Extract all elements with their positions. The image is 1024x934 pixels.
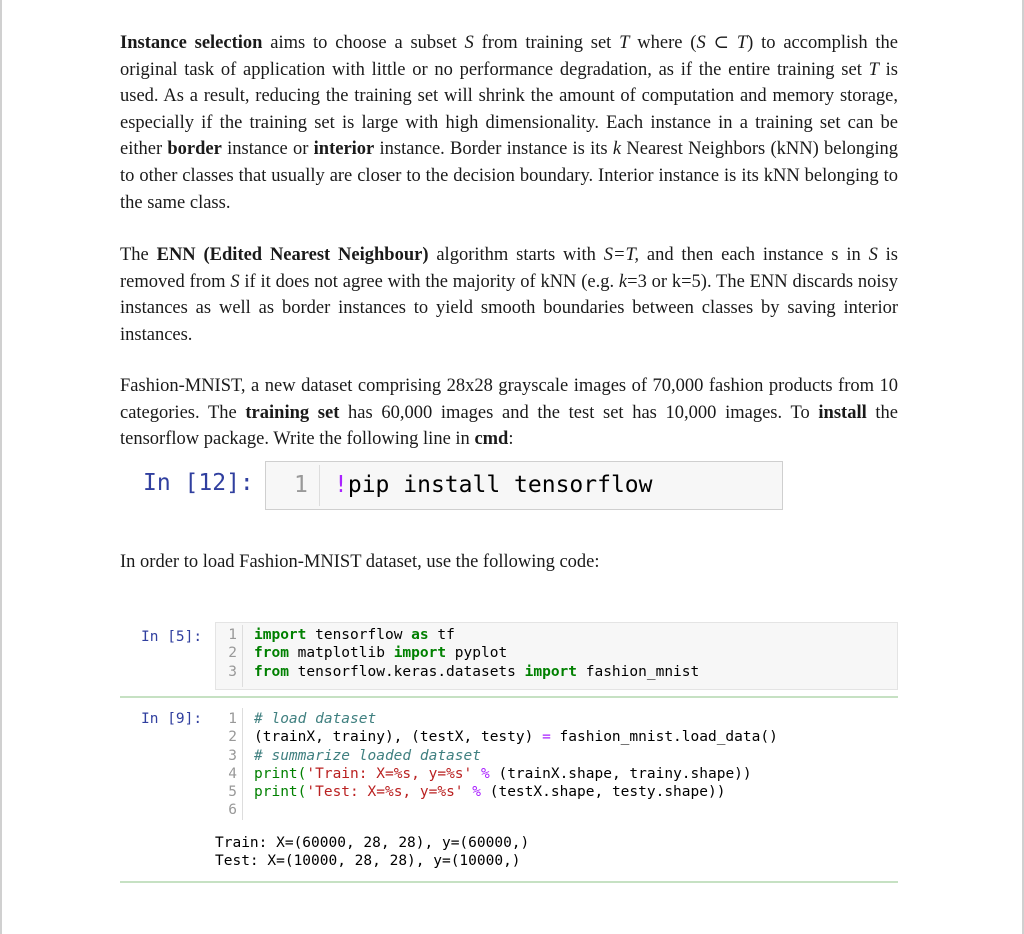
var-S: S bbox=[464, 33, 474, 53]
code-fragment: tensorflow bbox=[306, 627, 412, 643]
output-line: Test: X=(10000, 28, 28), y=(10000,) bbox=[215, 853, 521, 870]
line-number: 1 bbox=[294, 472, 308, 498]
builtin: print( bbox=[254, 784, 307, 801]
page-border-left bbox=[0, 0, 2, 934]
comment: # load dataset bbox=[254, 711, 377, 727]
text: if it does not agree with the majority of kNN (e.g. bbox=[239, 271, 619, 292]
pip-command: pip install tensorflow bbox=[347, 472, 653, 498]
text: Fashion-MNIST, a new dataset comprising 28x28 grayscale images of 70,000 fashion products from 10 categories. The bbox=[120, 376, 898, 423]
code-fragment: fashion_mnist bbox=[577, 663, 700, 680]
line-number: 3 bbox=[228, 663, 237, 680]
line-number: 2 bbox=[228, 729, 237, 746]
code-lines bbox=[216, 711, 897, 821]
string: 'Train: X=%s, y=%s' bbox=[306, 765, 473, 782]
code-fragment: pyplot bbox=[446, 645, 508, 662]
term-training-set: training set bbox=[245, 402, 340, 423]
code-lines bbox=[216, 627, 897, 682]
text: and then each instance s in bbox=[639, 245, 869, 265]
code-line bbox=[216, 729, 897, 747]
keyword: from bbox=[254, 663, 289, 680]
operator: % bbox=[472, 765, 499, 782]
code-fragment: fashion_mnist.load_data() bbox=[550, 729, 778, 746]
output-line: Train: X=(60000, 28, 28), y=(60000,) bbox=[215, 835, 530, 851]
keyword: import bbox=[254, 627, 307, 643]
var-S: S bbox=[230, 271, 240, 292]
string: 'Test: X=%s, y=%s' bbox=[306, 784, 464, 801]
text: has 60,000 images and the test set has 10,000 images. To bbox=[339, 402, 819, 423]
cell-prompt-pip: In [12]: bbox=[143, 470, 254, 496]
keyword: import bbox=[393, 645, 447, 662]
code-fragment: matplotlib bbox=[288, 645, 394, 662]
comment: # summarize loaded dataset bbox=[254, 747, 481, 764]
code-fragment: tf bbox=[428, 627, 455, 643]
cell-separator bbox=[120, 881, 898, 883]
operator: = bbox=[542, 729, 551, 746]
code-fragment: (testX.shape, testy.shape)) bbox=[489, 784, 726, 801]
var-k: k bbox=[612, 139, 622, 160]
code-line bbox=[334, 472, 653, 498]
code-text bbox=[254, 664, 699, 680]
line-number: 2 bbox=[228, 645, 237, 662]
line-number: 4 bbox=[228, 765, 237, 782]
paragraph-instance-selection bbox=[120, 30, 898, 216]
term-instance-selection: Instance selection bbox=[120, 33, 263, 53]
cell-separator bbox=[120, 696, 898, 698]
text: the tensorflow package. Write the following line in bbox=[120, 402, 899, 450]
paragraph-load-instructions: In order to load Fashion-MNIST dataset, use the following code: bbox=[120, 552, 600, 572]
paragraph-enn bbox=[120, 242, 898, 348]
code-line bbox=[216, 627, 897, 645]
text: =3 or k=5). The ENN discards noisy instances as well as border instances to yield smooth boundaries between classes by saving interior instances. bbox=[120, 271, 898, 345]
var-S: S bbox=[868, 245, 878, 265]
cell-prompt-imports: In [5]: bbox=[141, 629, 203, 645]
line-number: 6 bbox=[228, 802, 237, 819]
line-number: 5 bbox=[228, 784, 237, 801]
code-line bbox=[216, 766, 897, 784]
text: Nearest Neighbors (kNN) belonging to other classes that usually are closer to the decision boundary. Interior instance is its kNN belonging to the same class. bbox=[120, 139, 898, 213]
code-fragment: (trainX, trainy), (testX, testy) bbox=[254, 729, 543, 746]
line-number: 1 bbox=[228, 711, 237, 727]
keyword: as bbox=[411, 627, 429, 643]
var-T: T bbox=[619, 33, 630, 53]
code-cell-imports[interactable] bbox=[215, 622, 898, 690]
var-k: k bbox=[618, 271, 628, 292]
paragraph-fashion-mnist bbox=[120, 373, 898, 453]
text: is used. As a result, reducing the training set will shrink the amount of computation and memory storage, especially if the training set is large with high dimensionality. Each instance in a training set can be either bbox=[120, 59, 898, 160]
term-cmd: cmd bbox=[474, 429, 509, 450]
shell-bang: ! bbox=[334, 472, 348, 498]
gutter-divider bbox=[319, 465, 320, 506]
code-fragment: tensorflow.keras.datasets bbox=[288, 663, 525, 680]
code-line bbox=[216, 711, 897, 729]
subset-expression: S ⊂ T bbox=[696, 33, 748, 53]
line-number: 1 bbox=[228, 627, 237, 643]
code-line bbox=[216, 645, 897, 663]
code-text bbox=[254, 784, 725, 800]
text: algorithm starts with bbox=[428, 245, 604, 265]
text: : bbox=[508, 429, 514, 450]
text: ) to accomplish the original task of application with little or no performance degradation, as if the entire training set bbox=[120, 33, 898, 80]
code-text bbox=[254, 766, 752, 782]
text: The bbox=[120, 245, 157, 265]
var-T: T bbox=[868, 59, 879, 80]
code-text bbox=[254, 627, 455, 643]
text: from training set bbox=[473, 33, 620, 53]
code-cell-pip[interactable] bbox=[265, 461, 783, 510]
keyword: from bbox=[254, 645, 289, 662]
cell-prompt-load: In [9]: bbox=[141, 711, 203, 727]
code-line bbox=[216, 748, 897, 766]
code-line bbox=[216, 664, 897, 682]
line-number: 3 bbox=[228, 747, 237, 764]
code-text bbox=[254, 645, 507, 661]
text: where ( bbox=[629, 33, 697, 53]
code-line bbox=[216, 802, 897, 820]
term-install: install bbox=[818, 402, 867, 423]
text: instance or bbox=[221, 139, 314, 160]
code-text bbox=[254, 729, 778, 745]
code-line bbox=[216, 784, 897, 802]
keyword: import bbox=[524, 663, 578, 680]
term-interior: interior bbox=[313, 139, 375, 160]
operator: % bbox=[463, 784, 490, 801]
code-cell-load[interactable] bbox=[215, 705, 898, 823]
term-enn: ENN (Edited Nearest Neighbour) bbox=[156, 245, 429, 265]
term-border: border bbox=[167, 139, 222, 160]
expr-s-equals-t: S=T, bbox=[603, 245, 640, 265]
text: aims to choose a subset bbox=[262, 33, 465, 53]
builtin: print( bbox=[254, 765, 307, 782]
text: is removed from bbox=[120, 245, 899, 292]
text: instance. Border instance is its bbox=[374, 139, 613, 160]
cell-output bbox=[215, 834, 529, 871]
code-fragment: (trainX.shape, trainy.shape)) bbox=[498, 765, 752, 782]
